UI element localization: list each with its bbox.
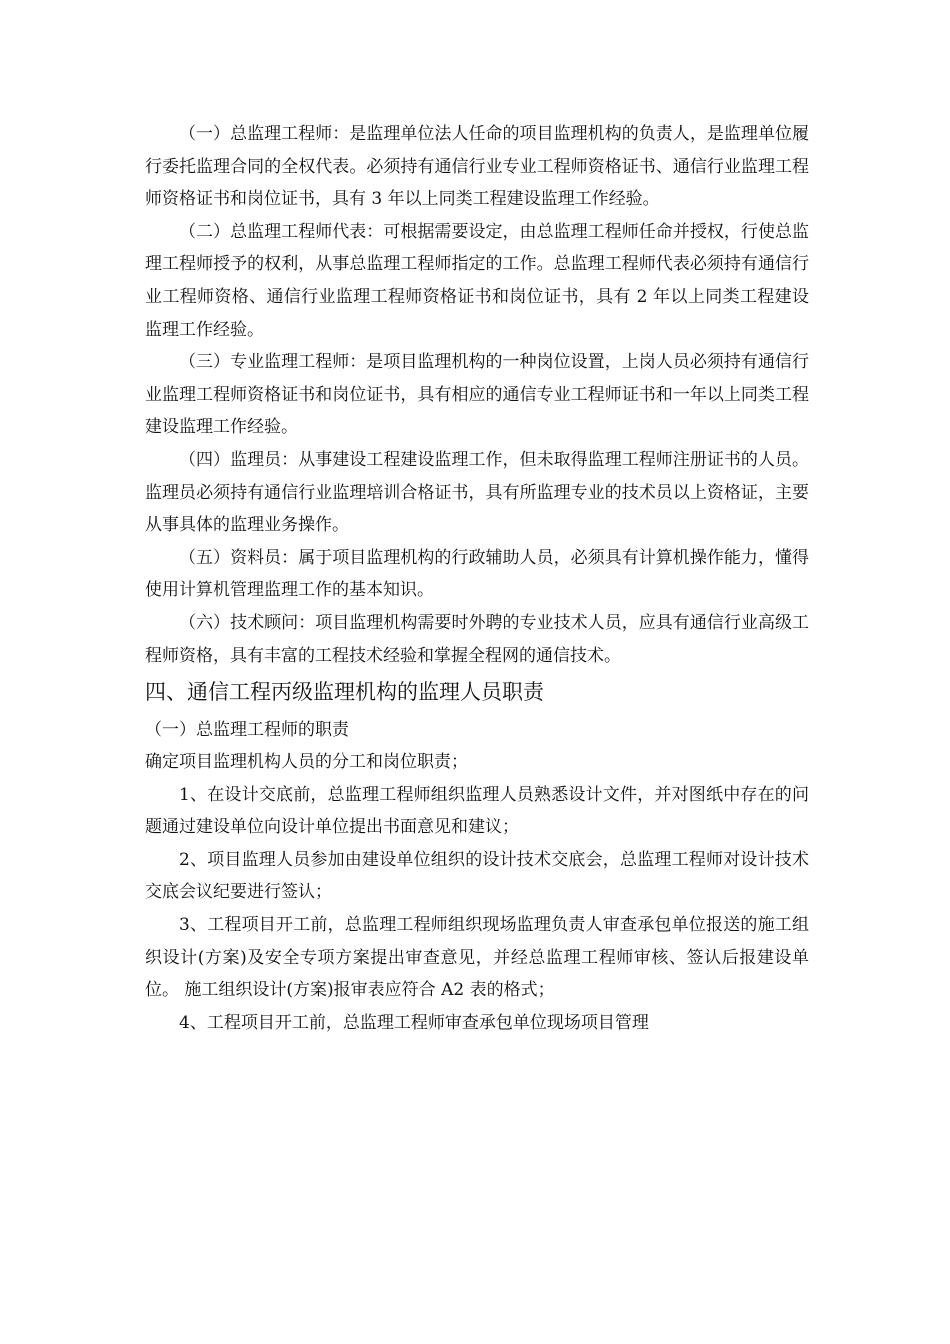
role-general-supervisor: （一）总监理工程师：是监理单位法人任命的项目监理机构的负责人，是监理单位履行委托监理合同的全权代表。必须持有通信行业专业工程师资格证书、通信行业监理工程师资格证书和岗位证书，具有 3 年以上同类工程建设监理工作经验。 <box>145 124 809 210</box>
duty-item-3: 3、工程项目开工前，总监理工程师组织现场监理负责人审查承包单位报送的施工组织设计(方案)及安全专项方案提出审查意见，并经总监理工程师审核、签认后报建设单位。 施工组织设计(方案)报审表应符合 A2 表的格式； <box>145 915 809 1001</box>
role-specialist-engineer: （三）专业监理工程师：是项目监理机构的一种岗位设置，上岗人员必须持有通信行业监理工程师资格证书和岗位证书，具有相应的通信专业工程师证书和一年以上同类工程建设监理工作经验。 <box>145 352 809 438</box>
section-heading: 四、通信工程丙级监理机构的监理人员职责 <box>145 680 544 705</box>
role-supervisor-staff: （四）监理员：从事建设工程建设监理工作，但未取得监理工程师注册证书的人员。监理员必须持有通信行业监理培训合格证书，具有所监理专业的技术员以上资格证，主要从事具体的监理业务操作。 <box>145 449 809 536</box>
role-technical-advisor: （六）技术顾问：项目监理机构需要时外聘的专业技术人员，应具有通信行业高级工程师资格，具有丰富的工程技术经验和掌握全程网的通信技术。 <box>145 612 809 666</box>
duty-item-2: 2、项目监理人员参加由建设单位组织的设计技术交底会，总监理工程师对设计技术交底会议纪要进行签认； <box>145 849 809 903</box>
sub-heading: （一）总监理工程师的职责 <box>145 720 349 741</box>
duty-item-4: 4、工程项目开工前，总监理工程师审查承包单位现场项目管理 <box>179 1012 649 1033</box>
duty-item-1: 1、在设计交底前，总监理工程师组织监理人员熟悉设计文件，并对图纸中存在的问题通过建设单位向设计单位提出书面意见和建议； <box>145 784 809 838</box>
role-document-clerk: （五）资料员：属于项目监理机构的行政辅助人员，必须具有计算机操作能力，懂得使用计算机管理监理工作的基本知识。 <box>145 547 809 601</box>
intro-line: 确定项目监理机构人员的分工和岗位职责； <box>145 752 468 773</box>
role-deputy-supervisor: （二）总监理工程师代表：可根据需要设定，由总监理工程师任命并授权，行使总监理工程师授予的权利，从事总监理工程师指定的工作。总监理工程师代表必须持有通信行业工程师资格、通信行业监理工程师资格证书和岗位证书，具有 2 年以上同类工程建设监理工作经验。 <box>145 221 809 340</box>
document-page <box>145 118 809 1039</box>
